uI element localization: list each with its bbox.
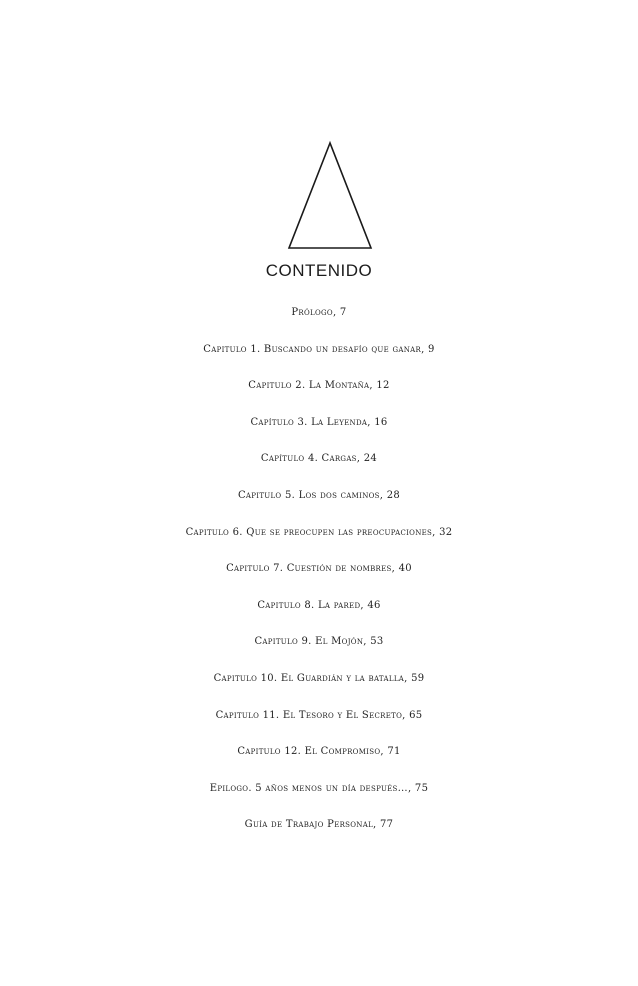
toc-entry-capitulo-5: Capitulo 5. Los dos caminos, 28 xyxy=(237,489,401,501)
toc-entry-prologo: Prólogo, 7 xyxy=(291,307,347,318)
toc-entry-capitulo-11: Capitulo 11. El Tesoro y El Secreto, 65 xyxy=(215,709,423,721)
toc-entry-guia-de-trabajo: Guía de Trabajo Personal, 77 xyxy=(244,819,394,831)
toc-entry-capitulo-10: Capitulo 10. El Guardián y la batalla, 59 xyxy=(213,672,425,684)
toc-entry-capitulo-7: Capitulo 7. Cuestión de nombres, 40 xyxy=(226,563,412,575)
triangle-logo-icon xyxy=(286,140,374,251)
toc-entry-capitulo-6: Capitulo 6. Que se preocupen las preocupaciones, 32 xyxy=(185,526,453,538)
toc-entry-capitulo-12: Capitulo 12. El Compromiso, 71 xyxy=(237,746,401,758)
table-of-contents xyxy=(0,300,638,849)
toc-entry-epilogo: Epilogo. 5 años menos un día después…, 75 xyxy=(209,782,429,794)
toc-entry-capitulo-1: Capitulo 1. Buscando un desafío que ganar, 9 xyxy=(203,343,435,355)
toc-entry-capitulo-9: Capitulo 9. El Mojón, 53 xyxy=(254,636,384,648)
contents-heading: CONTENIDO xyxy=(265,261,373,280)
toc-entry-capitulo-2: Capitulo 2. La Montaña, 12 xyxy=(248,380,390,392)
toc-entry-capitulo-8: Capitulo 8. La pared, 46 xyxy=(257,599,381,611)
toc-entry-capitulo-4: Capítulo 4. Cargas, 24 xyxy=(260,453,378,465)
toc-entry-capitulo-3: Capítulo 3. La Leyenda, 16 xyxy=(250,416,388,428)
